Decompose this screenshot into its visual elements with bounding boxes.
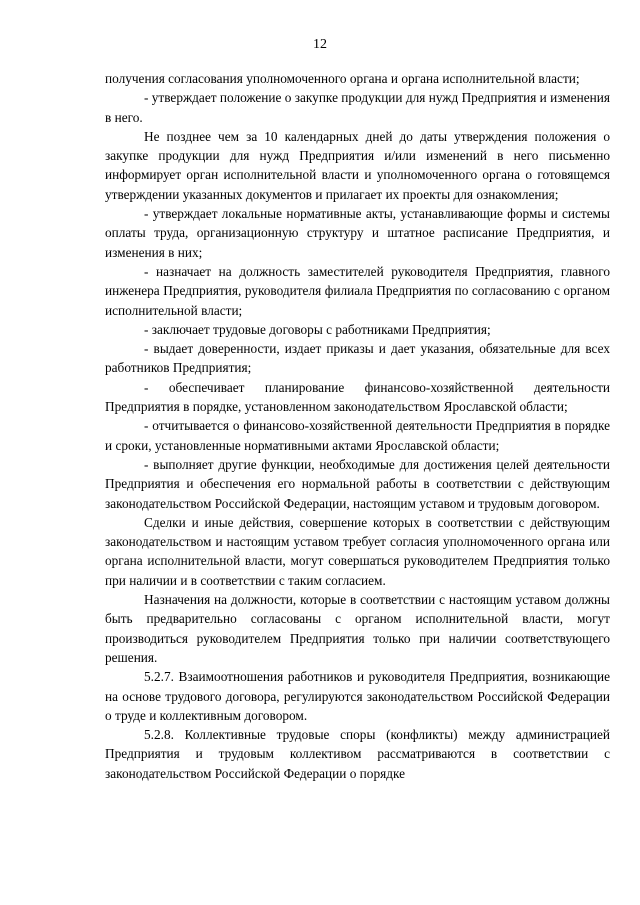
page-number: 12 — [313, 37, 327, 52]
paragraph-procurement-approval: - утверждает положение о закупке продукции для нужд Предприятия и изменения в него. — [105, 90, 610, 125]
paragraph-orders: - выдает доверенности, издает приказы и дает указания, обязательные для всех работников Предприятия; — [105, 341, 610, 376]
paragraph-procurement-notice: Не позднее чем за 10 календарных дней до даты утверждения положения о закупке продукции для нужд Предприятия и/или изменений в него письменно информирует орган исполнительной власти и уполномоченного органа о готовящемся утверждении указанных документов и прилагает их проекты для ознакомления; — [105, 128, 610, 202]
paragraph-reporting: - отчитывается о финансово-хозяйственной деятельности Предприятия в порядке и сроки, установленные нормативными актами Ярославской области; — [105, 418, 610, 453]
paragraph-transactions-consent: Сделки и иные действия, совершение которых в соответствии с действующим законодательством и настоящим уставом требует согласия уполномоченного органа или органа исполнительной власти, могут совершаться руководителем Предприятия только при наличии и в соответствии с таким согласием. — [105, 514, 610, 588]
paragraph-appointments-consent: Назначения на должности, которые в соответствии с настоящим уставом должны быть предварительно согласованы с органом исполнительной власти, могут производиться руководителем Предприятия только при наличии соответствующего решения. — [105, 592, 610, 665]
paragraph-section-5-2-8: 5.2.8. Коллективные трудовые споры (конфликты) между администрацией Предприятия и трудовым коллективом рассматриваются в соответствии с законодательством Российской Федерации о порядке — [105, 727, 610, 781]
paragraph-appointments: - назначает на должность заместителей руководителя Предприятия, главного инженера Предприятия, руководителя филиала Предприятия по согласованию с органом исполнительной власти; — [105, 263, 610, 318]
paragraph-section-5-2-7: 5.2.7. Взаимоотношения работников и руководителя Предприятия, возникающие на основе трудового договора, регулируются законодательством Российской Федерации о труде и коллективным договором. — [105, 669, 610, 723]
paragraph-local-acts: - утверждает локальные нормативные акты, устанавливающие формы и системы оплаты труда, организационную структуру и штатное расписание Предприятия, и изменения в них; — [105, 206, 610, 260]
paragraph-labor-contracts: - заключает трудовые договоры с работниками Предприятия; — [144, 321, 491, 337]
paragraph-other-functions: - выполняет другие функции, необходимые для достижения целей деятельности Предприятия и обеспечения его нормальной работы в соответствии с действующим законодательством Российской Федерации, настоящим уставом и трудовым договором. — [105, 456, 610, 511]
paragraph-continuation: получения согласования уполномоченного органа и органа исполнительной власти; — [105, 71, 580, 86]
paragraph-planning: - обеспечивает планирование финансово-хозяйственной деятельности Предприятия в порядке, установленном законодательством Ярославской области; — [105, 379, 610, 415]
body-text — [105, 69, 610, 783]
